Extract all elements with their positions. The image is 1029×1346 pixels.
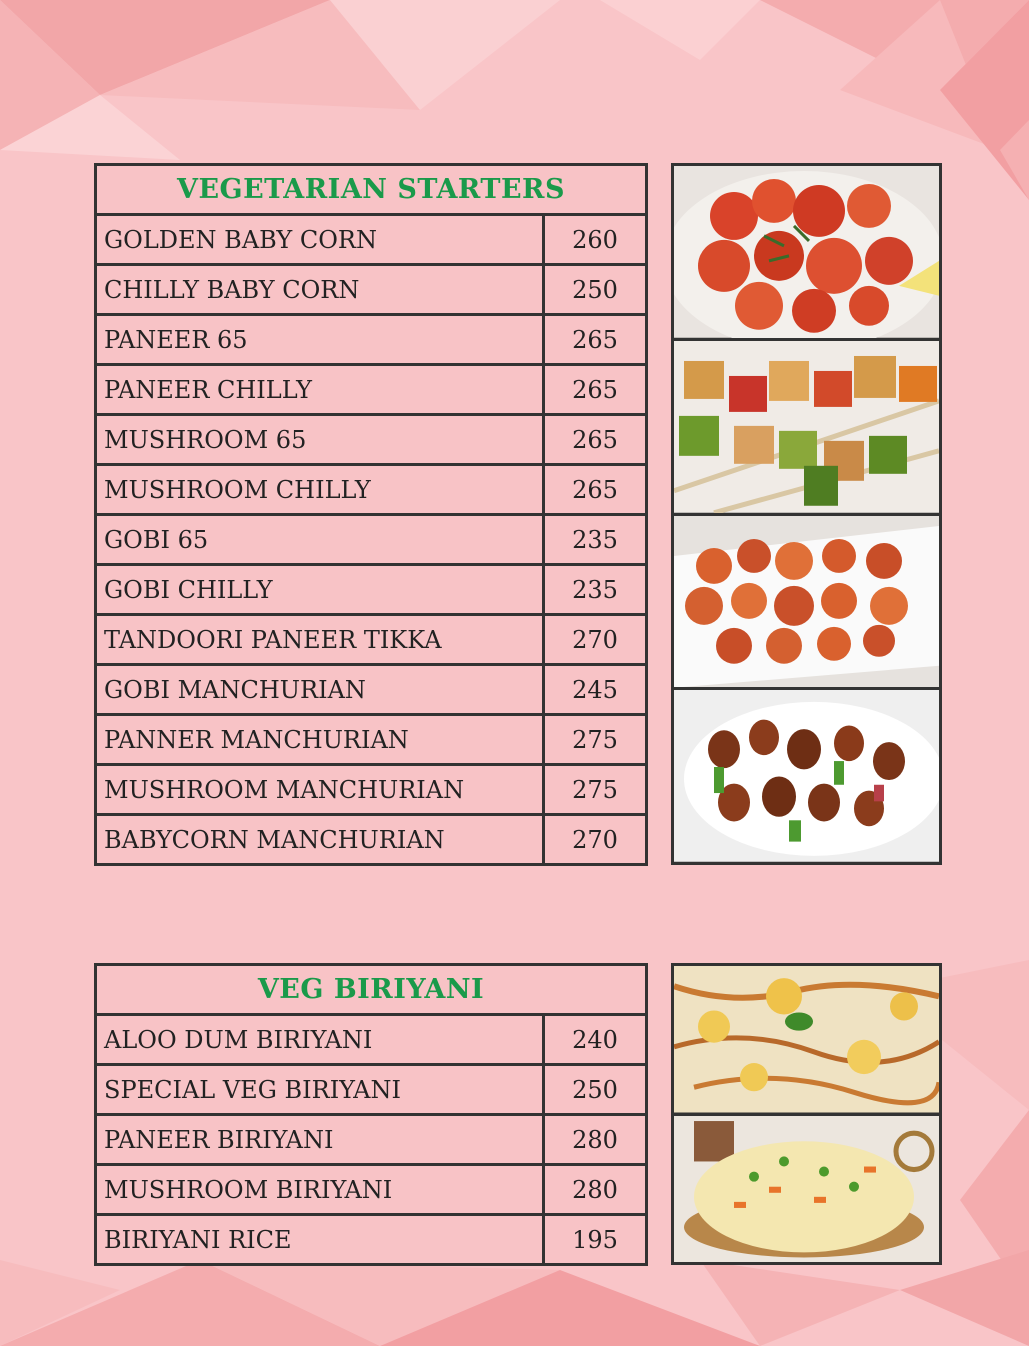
item-price: 265 [572, 375, 618, 404]
item-price: 265 [572, 425, 618, 454]
menu-row [97, 266, 645, 316]
item-price: 275 [572, 775, 618, 804]
item-name: GOBI CHILLY [97, 566, 545, 613]
item-price: 270 [572, 825, 618, 854]
menu-row [97, 1016, 645, 1066]
item-name: MUSHROOM BIRIYANI [97, 1166, 545, 1213]
menu-row [97, 716, 645, 766]
item-name: CHILLY BABY CORN [97, 266, 545, 313]
veg-biriyani-photo [674, 1116, 939, 1263]
menu-row [97, 216, 645, 266]
item-name: GOBI MANCHURIAN [97, 666, 545, 713]
menu-row [97, 816, 645, 863]
item-price: 280 [572, 1175, 618, 1204]
item-name: MUSHROOM 65 [97, 416, 545, 463]
item-name: PANEER CHILLY [97, 366, 545, 413]
item-name: MUSHROOM CHILLY [97, 466, 545, 513]
item-name: GOBI 65 [97, 516, 545, 563]
item-price: 250 [572, 1075, 618, 1104]
menu-row [97, 616, 645, 666]
item-name: BIRIYANI RICE [97, 1216, 545, 1263]
menu-row [97, 1166, 645, 1216]
item-price: 235 [572, 575, 618, 604]
menu-row [97, 516, 645, 566]
section-title: VEG BIRIYANI [97, 966, 645, 1016]
veg-biriyani-table [94, 963, 648, 1266]
item-name: PANEER 65 [97, 316, 545, 363]
item-name: GOLDEN BABY CORN [97, 216, 545, 263]
item-name: TANDOORI PANEER TIKKA [97, 616, 545, 663]
menu-row [97, 466, 645, 516]
item-price: 265 [572, 475, 618, 504]
menu-row [97, 316, 645, 366]
menu-row [97, 1116, 645, 1166]
item-price: 265 [572, 325, 618, 354]
gobi-65-photo [674, 516, 939, 688]
item-price: 275 [572, 725, 618, 754]
item-name: MUSHROOM MANCHURIAN [97, 766, 545, 813]
item-name: BABYCORN MANCHURIAN [97, 816, 545, 863]
item-name: PANEER BIRIYANI [97, 1116, 545, 1163]
item-price: 195 [572, 1225, 618, 1254]
item-name: PANNER MANCHURIAN [97, 716, 545, 763]
biriyani-photo-column [671, 963, 942, 1265]
manchurian-photo [674, 690, 939, 862]
menu-row [97, 1066, 645, 1116]
paneer-tikka-photo [674, 341, 939, 513]
item-price: 270 [572, 625, 618, 654]
item-price: 235 [572, 525, 618, 554]
vegetarian-starters-table [94, 163, 648, 866]
menu-row [97, 566, 645, 616]
starters-photo-column [671, 163, 942, 865]
aloo-biriyani-photo [674, 966, 939, 1113]
item-price: 240 [572, 1025, 618, 1054]
item-price: 260 [572, 225, 618, 254]
menu-row [97, 366, 645, 416]
item-price: 250 [572, 275, 618, 304]
menu-row [97, 766, 645, 816]
item-price: 280 [572, 1125, 618, 1154]
menu-row [97, 1216, 645, 1263]
item-name: SPECIAL VEG BIRIYANI [97, 1066, 545, 1113]
item-name: ALOO DUM BIRIYANI [97, 1016, 545, 1063]
menu-row [97, 416, 645, 466]
item-price: 245 [572, 675, 618, 704]
section-title: VEGETARIAN STARTERS [97, 166, 645, 216]
menu-row [97, 666, 645, 716]
golden-baby-corn-photo [674, 166, 939, 338]
